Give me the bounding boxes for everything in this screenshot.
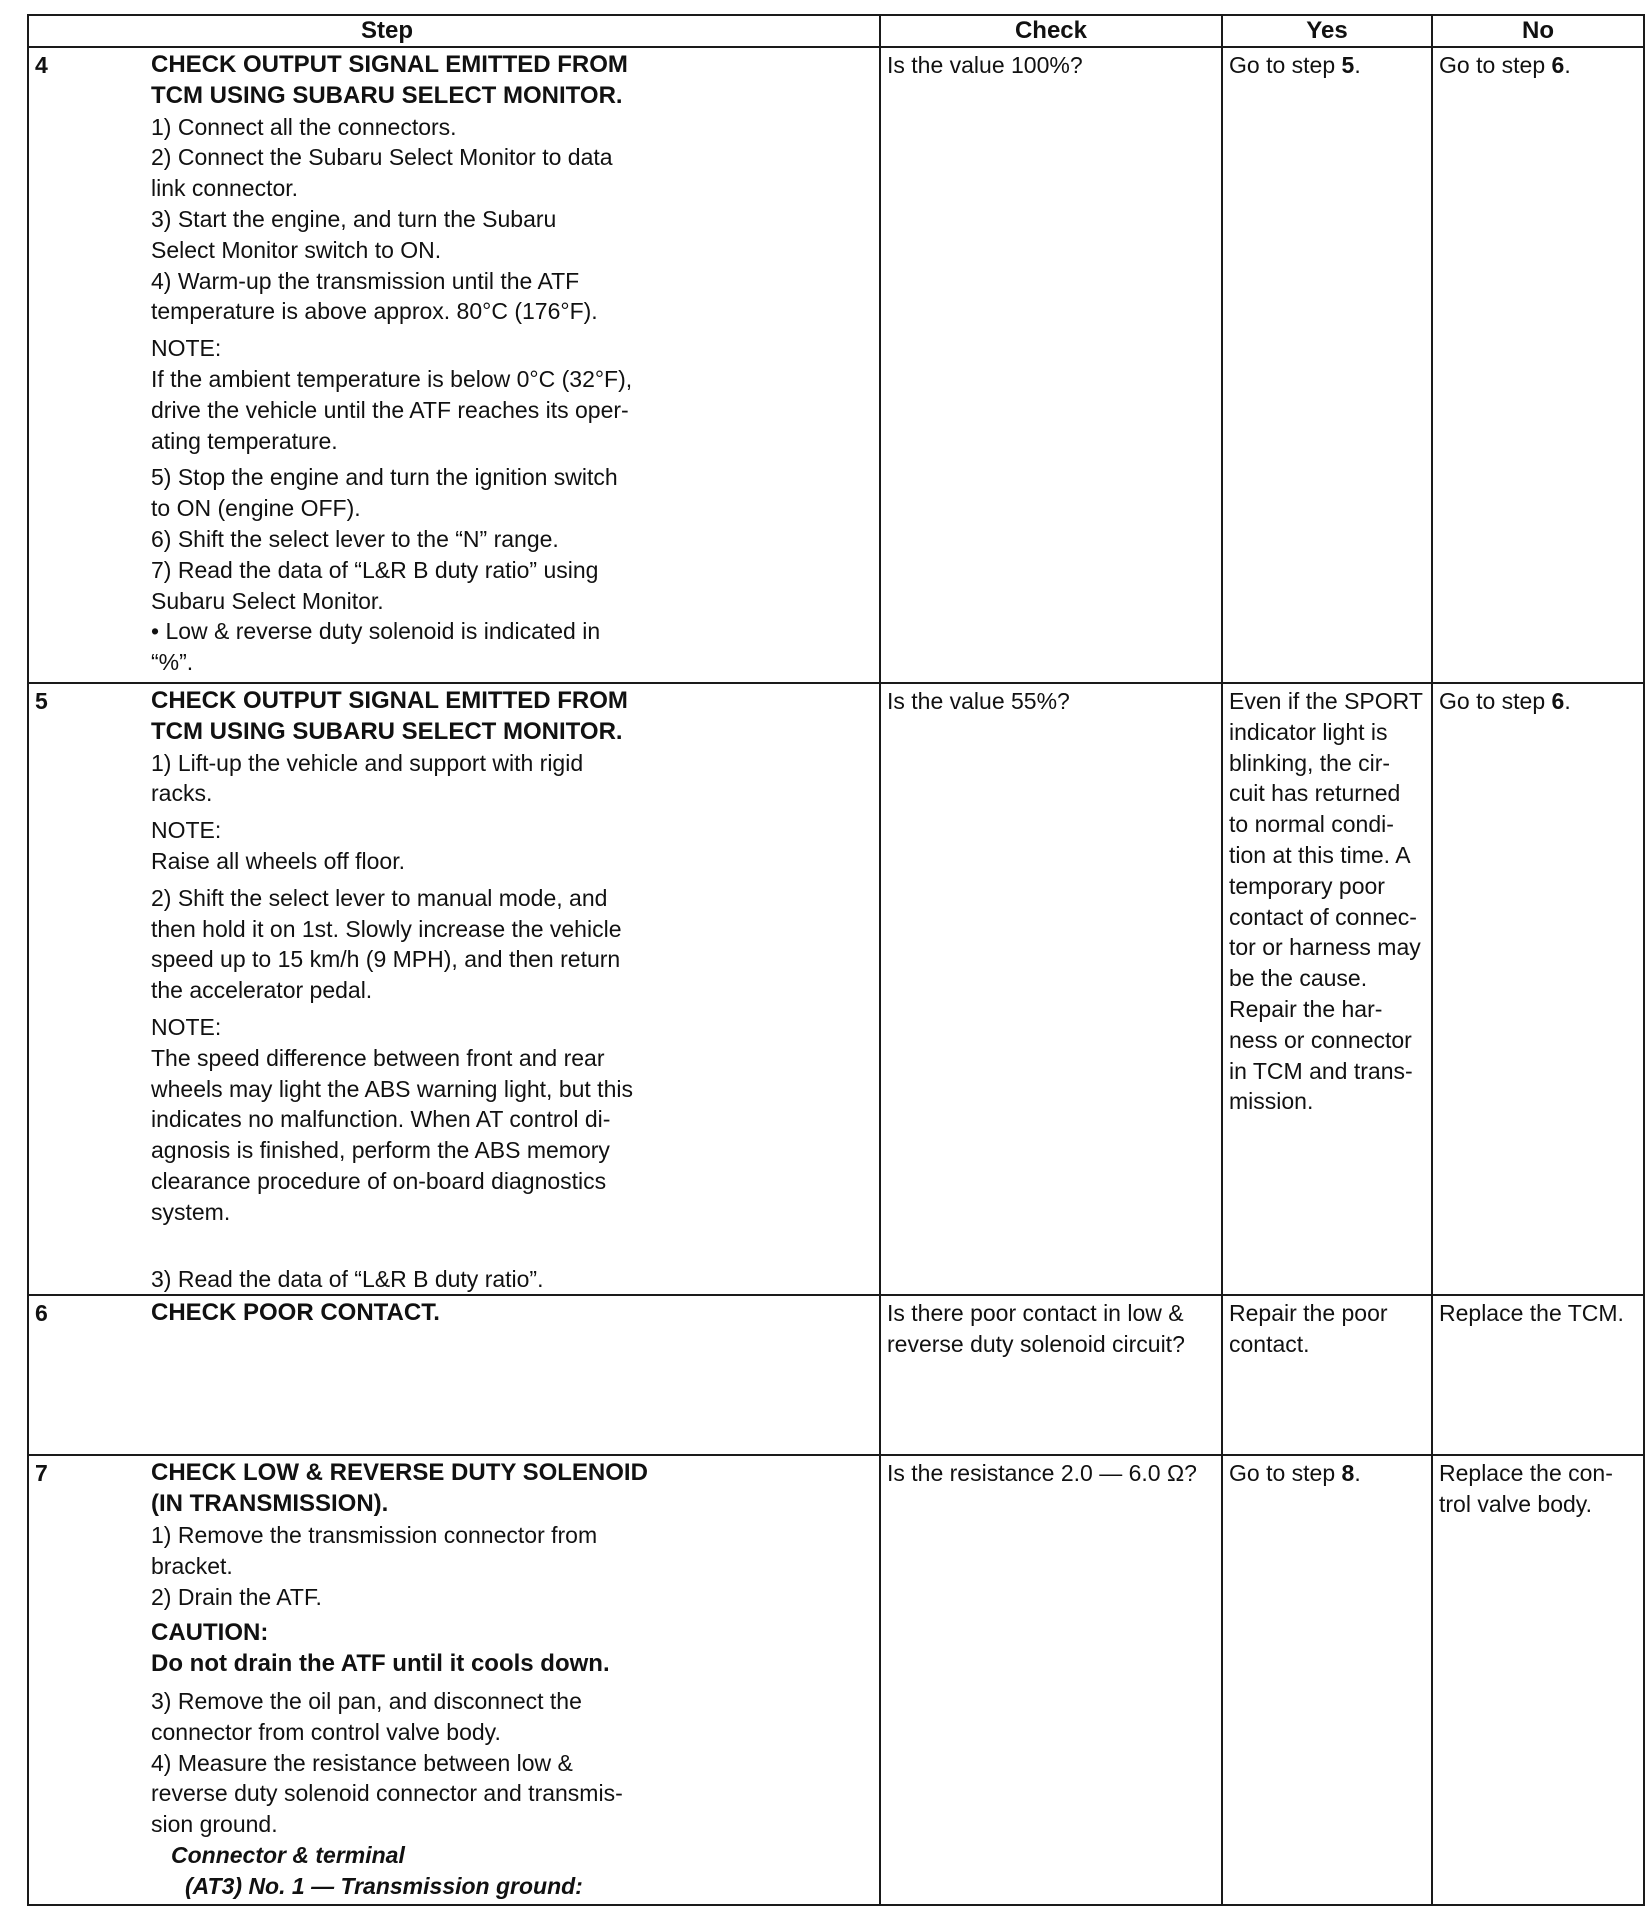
check-cell — [880, 1295, 1222, 1455]
header-step: Step — [148, 15, 880, 47]
step-title: CHECK LOW & REVERSE DUTY SOLENOID — [151, 1459, 648, 1487]
yes-text: Go to step — [1229, 1460, 1342, 1487]
no-line: Replace the con- — [1439, 1460, 1613, 1487]
no-step-number: 6 — [1551, 688, 1565, 714]
step-number: 7 — [28, 1455, 148, 1905]
procedure-line: 3) Read the data of “L&R B duty ratio”. — [151, 1265, 544, 1292]
note-line: agnosis is finished, perform the ABS memory — [151, 1137, 610, 1164]
step-title: (IN TRANSMISSION). — [151, 1490, 389, 1518]
no-text: Go to step — [1439, 688, 1552, 714]
yes-cell — [1222, 1295, 1432, 1455]
procedure-line: 3) Start the engine, and turn the Subaru — [151, 205, 557, 232]
yes-line: Repair the har- — [1229, 995, 1383, 1022]
procedure-line: Select Monitor switch to ON. — [151, 236, 442, 263]
table-row — [28, 1295, 1644, 1455]
note-line: The speed difference between front and rear — [151, 1044, 605, 1071]
procedure-line: 5) Stop the engine and turn the ignition switch — [151, 464, 618, 491]
yes-line: contact. — [1229, 1331, 1310, 1358]
procedure-line: reverse duty solenoid connector and transmis- — [151, 1780, 623, 1807]
caution-text: Do not drain the ATF until it cools down. — [151, 1650, 610, 1678]
procedure-line: connector from control valve body. — [151, 1718, 501, 1745]
note-line: drive the vehicle until the ATF reaches its oper- — [151, 396, 629, 423]
step-title: TCM USING SUBARU SELECT MONITOR. — [151, 81, 623, 109]
note-line: ating temperature. — [151, 427, 338, 454]
step-number: 5 — [28, 683, 148, 1295]
no-line: trol valve body. — [1439, 1491, 1592, 1518]
yes-line: Repair the poor — [1229, 1300, 1388, 1327]
note-label: NOTE: — [151, 1013, 222, 1040]
procedure-line: link connector. — [151, 175, 299, 202]
step-title: CHECK POOR CONTACT. — [151, 1299, 440, 1327]
procedure-line: speed up to 15 km/h (9 MPH), and then return — [151, 946, 621, 973]
no-cell — [1432, 47, 1644, 683]
step-title: CHECK OUTPUT SIGNAL EMITTED FROM — [151, 687, 628, 714]
header-no: No — [1432, 15, 1644, 47]
table-row — [28, 47, 1644, 683]
procedure-line: 7) Read the data of “L&R B duty ratio” using — [151, 556, 599, 583]
no-cell: Replace the TCM. — [1432, 1295, 1644, 1455]
yes-line: tion at this time. A — [1229, 841, 1411, 868]
check-line: Is there poor contact in low & — [887, 1300, 1184, 1327]
diagnostic-table — [27, 14, 1645, 1906]
no-cell — [1432, 1455, 1644, 1905]
yes-line: ness or connector — [1229, 1026, 1412, 1053]
step-description — [148, 47, 880, 683]
procedure-line: 6) Shift the select lever to the “N” range. — [151, 525, 559, 552]
procedure-line: 1) Lift-up the vehicle and support with rigid — [151, 749, 584, 776]
check-cell: Is the value 100%? — [880, 47, 1222, 683]
procedure-line: 1) Connect all the connectors. — [151, 113, 457, 140]
yes-step-number: 5 — [1341, 52, 1355, 78]
table-row — [28, 1455, 1644, 1905]
no-cell — [1432, 683, 1644, 1295]
yes-line: cuit has returned — [1229, 780, 1401, 807]
check-cell: Is the value 55%? — [880, 683, 1222, 1295]
procedure-line: to ON (engine OFF). — [151, 495, 361, 522]
yes-line: contact of connec- — [1229, 903, 1417, 930]
yes-line: tor or harness may — [1229, 934, 1421, 961]
no-text: Go to step — [1439, 52, 1552, 78]
yes-cell — [1222, 683, 1432, 1295]
note-line: system. — [151, 1198, 231, 1225]
yes-line: indicator light is — [1229, 718, 1388, 745]
no-period: . — [1564, 52, 1571, 78]
check-cell: Is the resistance 2.0 — 6.0 Ω? — [880, 1455, 1222, 1905]
yes-cell — [1222, 1455, 1432, 1905]
yes-period: . — [1354, 1460, 1361, 1487]
step-title: CHECK OUTPUT SIGNAL EMITTED FROM — [151, 51, 628, 78]
procedure-line: 2) Connect the Subaru Select Monitor to data — [151, 144, 613, 171]
yes-line: be the cause. — [1229, 965, 1368, 992]
note-line: If the ambient temperature is below 0°C (32°F), — [151, 365, 633, 392]
procedure-line: temperature is above approx. 80°C (176°F). — [151, 298, 598, 325]
yes-period: . — [1354, 52, 1361, 78]
bullet-line: “%”. — [151, 649, 194, 676]
note-line: clearance procedure of on-board diagnostics — [151, 1167, 607, 1194]
procedure-line: 1) Remove the transmission connector from — [151, 1521, 598, 1548]
no-step-number: 6 — [1551, 52, 1565, 78]
note-line: indicates no malfunction. When AT control di- — [151, 1106, 611, 1133]
procedure-line: 4) Warm-up the transmission until the ATF — [151, 267, 580, 294]
procedure-line: 2) Drain the ATF. — [151, 1583, 322, 1610]
header-yes: Yes — [1222, 15, 1432, 47]
yes-line: temporary poor — [1229, 872, 1385, 899]
table-header-row — [28, 15, 1644, 47]
procedure-line: then hold it on 1st. Slowly increase the vehicle — [151, 915, 622, 942]
yes-line: Even if the SPORT — [1229, 688, 1423, 714]
step-description — [148, 1455, 880, 1905]
note-line: Raise all wheels off floor. — [151, 847, 405, 874]
header-check: Check — [880, 15, 1222, 47]
yes-text: Go to step — [1229, 52, 1342, 78]
procedure-line: 3) Remove the oil pan, and disconnect the — [151, 1687, 582, 1714]
yes-line: blinking, the cir- — [1229, 749, 1391, 776]
note-line: wheels may light the ABS warning light, but this — [151, 1075, 633, 1102]
header-step-spacer — [28, 15, 148, 47]
procedure-line: 2) Shift the select lever to manual mode, and — [151, 884, 608, 911]
connector-terminal-label: Connector & terminal — [171, 1841, 405, 1868]
no-period: . — [1564, 688, 1571, 714]
procedure-line: Subaru Select Monitor. — [151, 587, 384, 614]
procedure-line: the accelerator pedal. — [151, 977, 373, 1004]
check-line: reverse duty solenoid circuit? — [887, 1331, 1185, 1358]
connector-terminal-spec: (AT3) No. 1 — Transmission ground: — [185, 1872, 583, 1899]
yes-step-number: 8 — [1341, 1460, 1355, 1487]
note-label: NOTE: — [151, 335, 222, 362]
caution-label: CAUTION: — [151, 1619, 269, 1647]
step-title: TCM USING SUBARU SELECT MONITOR. — [151, 717, 623, 745]
table-row — [28, 683, 1644, 1295]
diagnostic-table-page — [27, 14, 1645, 1906]
procedure-line: sion ground. — [151, 1811, 278, 1838]
yes-line: mission. — [1229, 1088, 1314, 1115]
step-number: 4 — [28, 47, 148, 683]
note-label: NOTE: — [151, 817, 222, 844]
step-description — [148, 1295, 880, 1455]
yes-line: in TCM and trans- — [1229, 1057, 1413, 1084]
procedure-line: 4) Measure the resistance between low & — [151, 1749, 573, 1776]
procedure-line: racks. — [151, 780, 213, 807]
yes-line: to normal condi- — [1229, 811, 1394, 838]
bullet-line: • Low & reverse duty solenoid is indicated in — [151, 618, 601, 645]
step-number: 6 — [28, 1295, 148, 1455]
procedure-line: bracket. — [151, 1552, 233, 1579]
step-description — [148, 683, 880, 1295]
yes-cell — [1222, 47, 1432, 683]
